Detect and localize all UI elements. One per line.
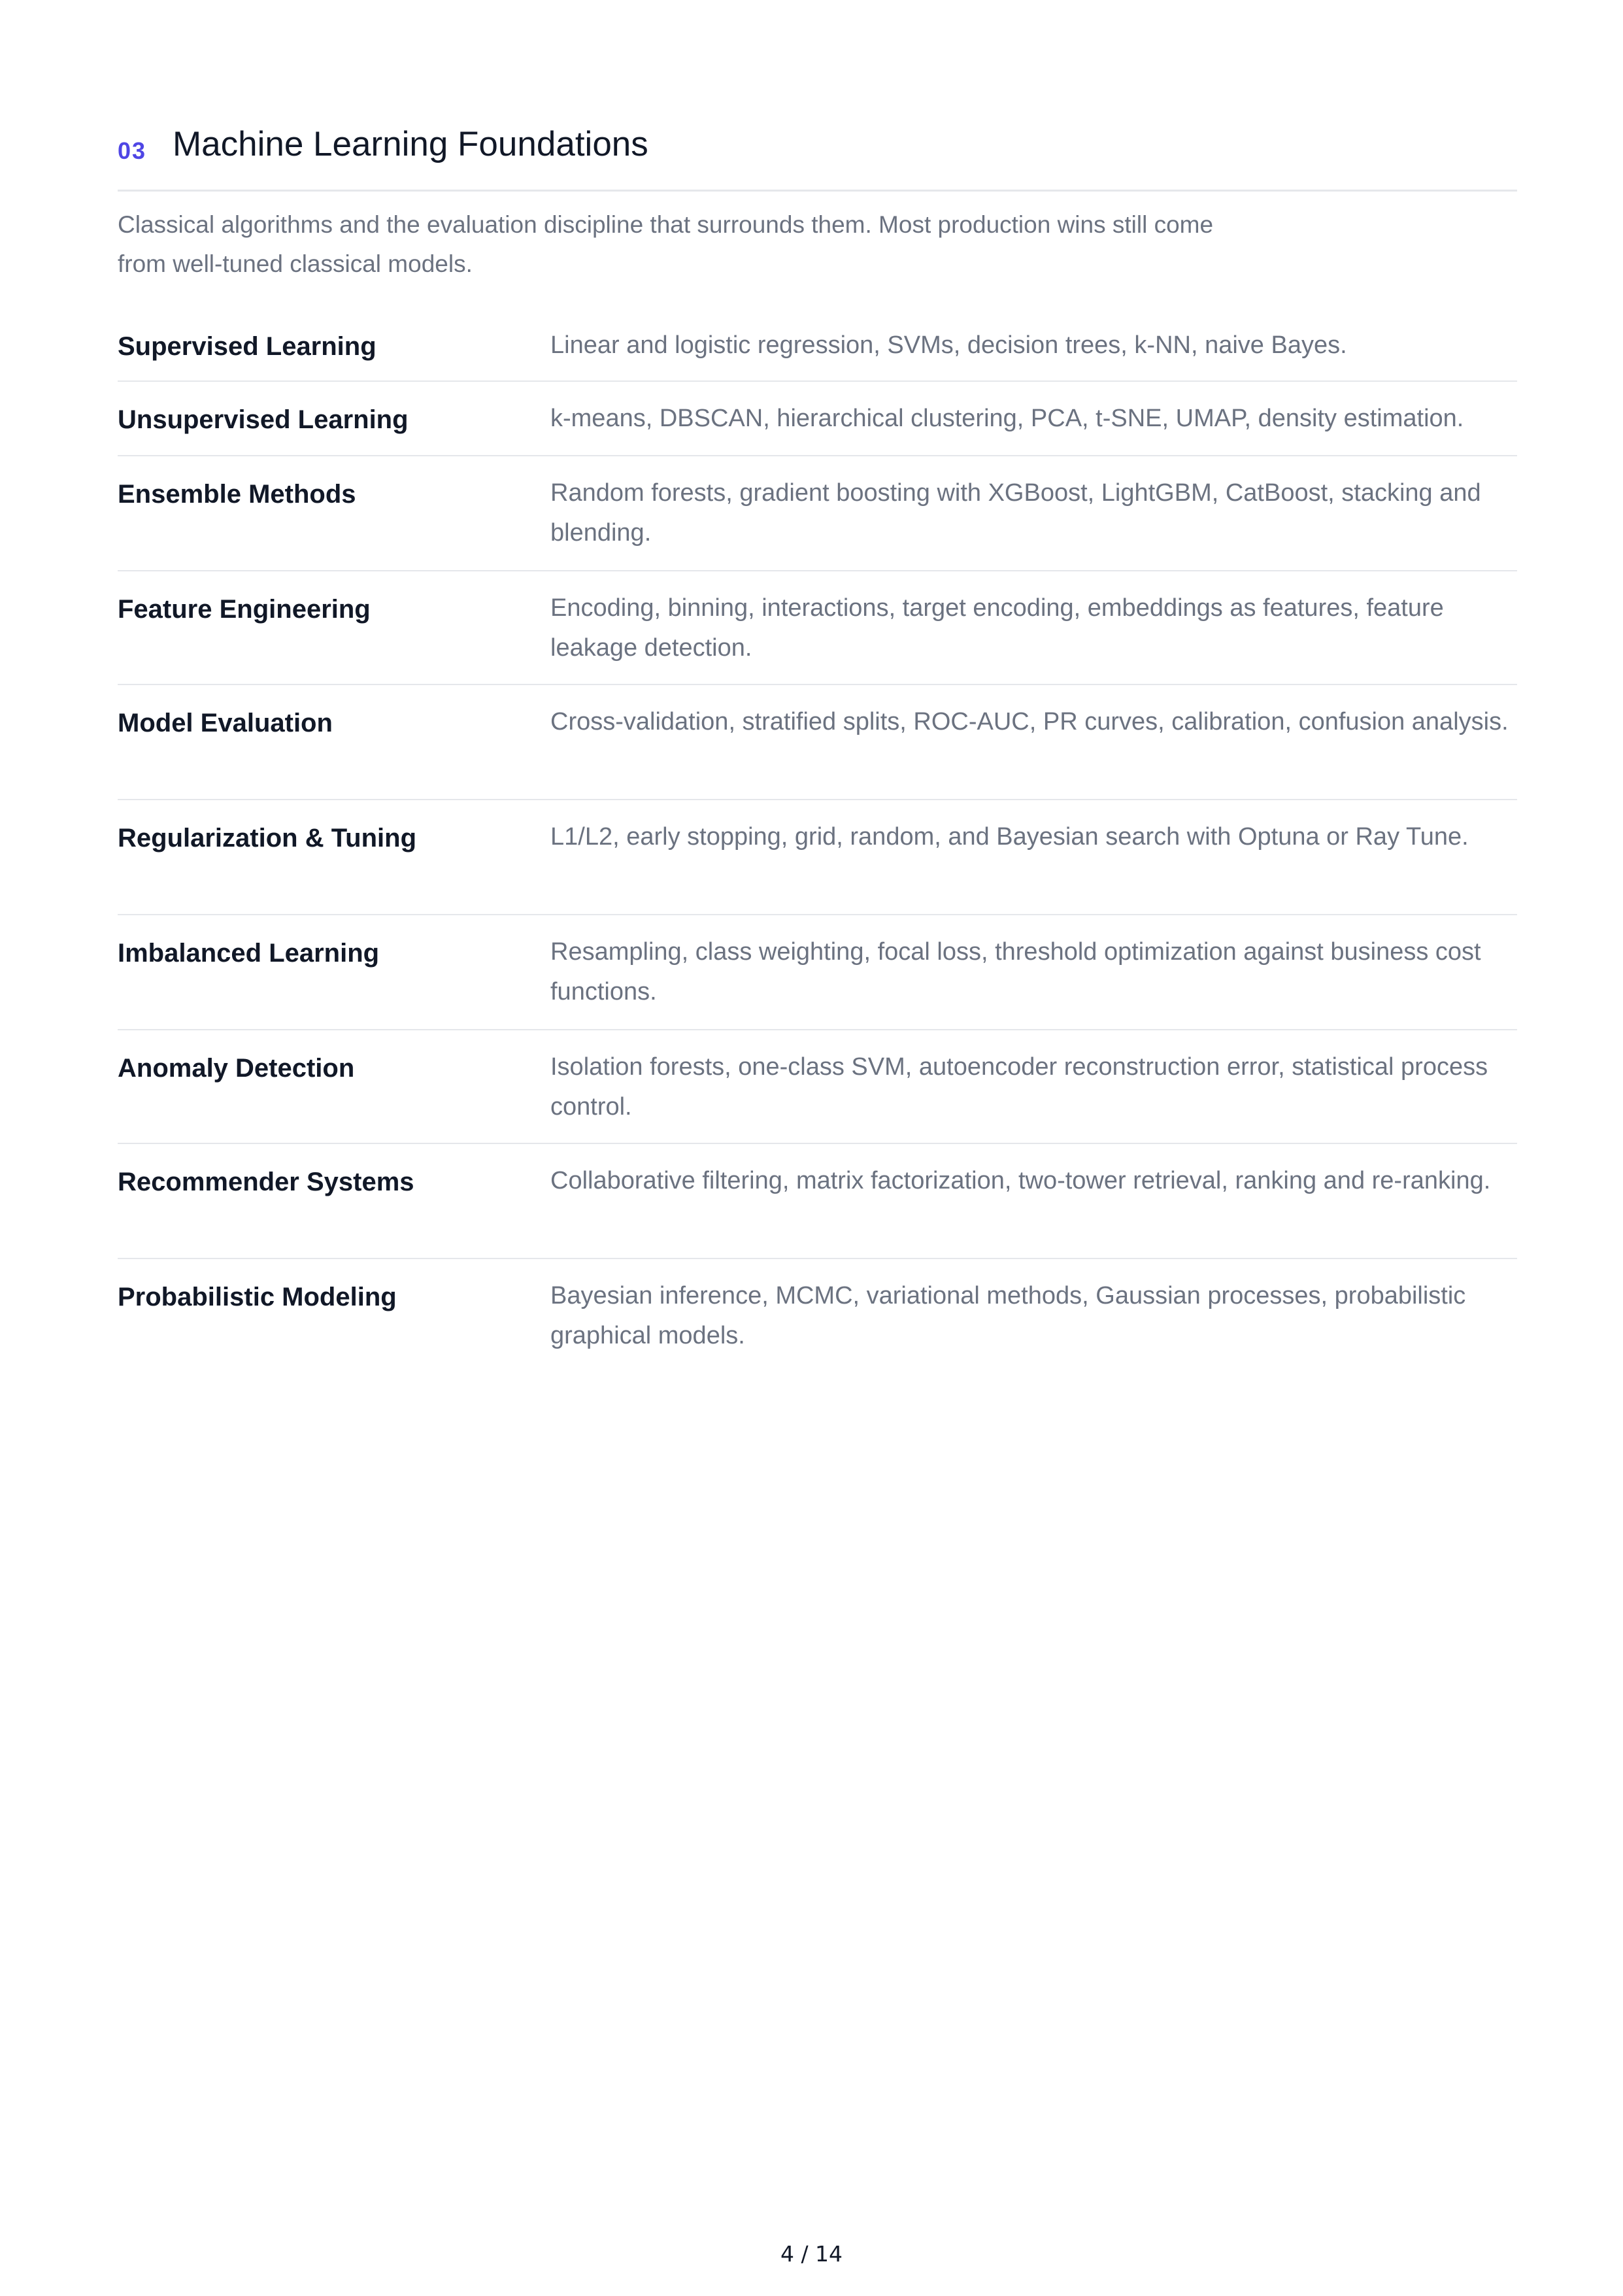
topic-name: Imbalanced Learning [118, 939, 380, 968]
section-title: Machine Learning Foundations [173, 125, 648, 163]
section-header [118, 122, 1517, 192]
topic-row [118, 455, 1517, 571]
topic-row [118, 380, 1517, 456]
topic-row [118, 570, 1517, 685]
topic-description: Random forests, gradient boosting with XGBoost, LightGBM, CatBoost, stacking and blending. [550, 479, 1481, 547]
topic-description: Isolation forests, one-class SVM, autoencoder reconstruction error, statistical process control. [550, 1053, 1488, 1121]
topic-row [118, 307, 1517, 382]
topic-name: Feature Engineering [118, 595, 371, 624]
topic-row [118, 914, 1517, 1030]
topic-row [118, 1143, 1517, 1259]
topic-row [118, 799, 1517, 915]
topic-row [118, 1029, 1517, 1144]
topic-row [118, 1258, 1517, 1373]
topic-name: Supervised Learning [118, 332, 376, 361]
topic-description: Collaborative filtering, matrix factorization, two-tower retrieval, ranking and re-ranking. [550, 1167, 1491, 1194]
topic-name: Model Evaluation [118, 709, 333, 737]
topic-name: Ensemble Methods [118, 480, 356, 509]
topic-description: Bayesian inference, MCMC, variational methods, Gaussian processes, probabilistic graphical models. [550, 1282, 1466, 1349]
topic-description: Cross-validation, stratified splits, ROC-AUC, PR curves, calibration, confusion analysis. [550, 708, 1509, 735]
topic-description: Linear and logistic regression, SVMs, decision trees, k-NN, naive Bayes. [550, 331, 1347, 359]
topic-description: k-means, DBSCAN, hierarchical clustering, PCA, t-SNE, UMAP, density estimation. [550, 405, 1464, 432]
topic-name: Probabilistic Modeling [118, 1283, 397, 1311]
topic-row [118, 684, 1517, 800]
topic-description: Resampling, class weighting, focal loss, threshold optimization against business cost functions. [550, 938, 1481, 1005]
section-number: 03 [118, 137, 147, 164]
topic-description: L1/L2, early stopping, grid, random, and Bayesian search with Optuna or Ray Tune. [550, 823, 1469, 851]
page-number: 4 / 14 [780, 2241, 843, 2267]
topic-description: Encoding, binning, interactions, target encoding, embeddings as features, feature leakage detection. [550, 594, 1444, 662]
topic-name: Unsupervised Learning [118, 405, 409, 434]
topic-name: Regularization & Tuning [118, 824, 417, 853]
topic-name: Recommender Systems [118, 1168, 414, 1196]
section-intro: Classical algorithms and the evaluation discipline that surrounds them. Most production wins still come from well-tuned classical models. [118, 211, 1214, 277]
topic-name: Anomaly Detection [118, 1054, 355, 1083]
